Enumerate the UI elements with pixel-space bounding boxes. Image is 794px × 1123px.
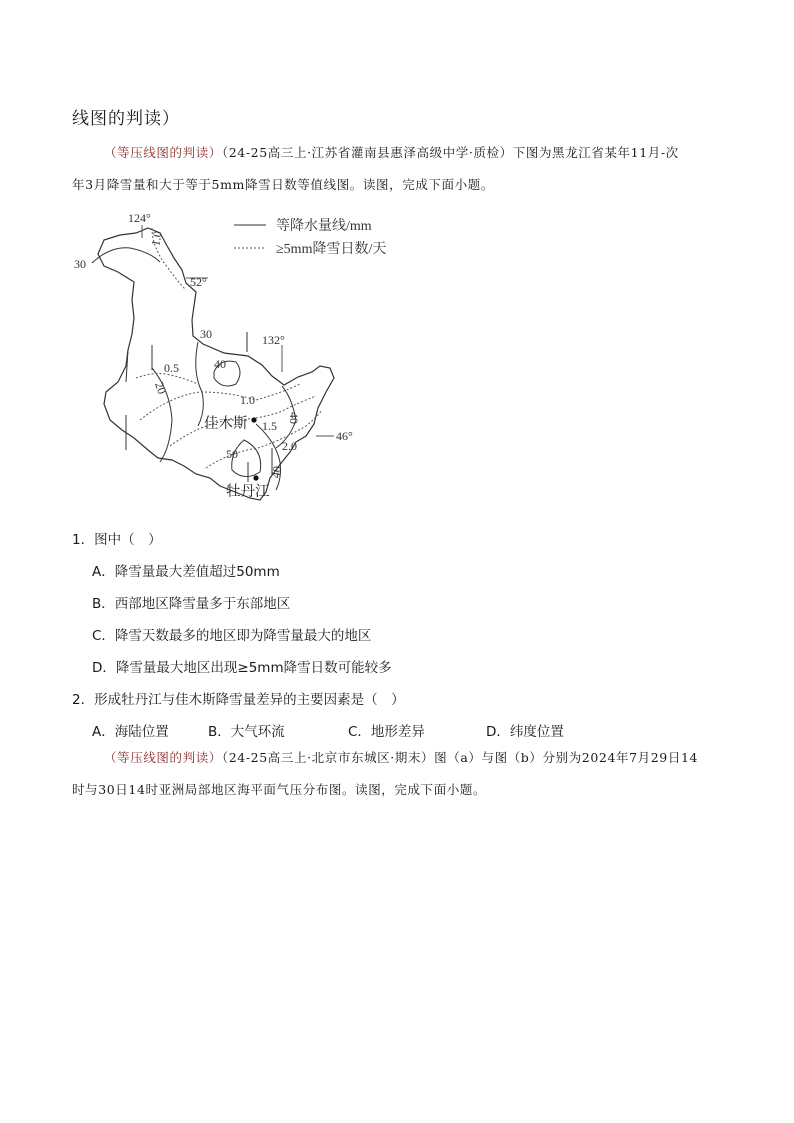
q2-option-c: C．地形差异	[348, 724, 425, 740]
iso-40-east-label: 40	[287, 412, 301, 424]
topic-tag-2: （等压线图的判读）	[104, 750, 222, 765]
intro-text-line-1: （24-25高三上·江苏省灌南县惠泽高级中学·质检）下图为黑龙江省某年11月-次	[221, 145, 679, 160]
days-2-0-label: 2.0	[282, 439, 297, 453]
intro-text-line-2: 年3月降雪量和大于等于5mm降雪日数等值线图。读图，完成下面小题。	[72, 177, 494, 192]
q1-option-a: A．降雪量最大差值超过50mm	[92, 564, 280, 580]
lon-132-label: 132°	[262, 333, 285, 347]
days-0-5-label: 0.5	[164, 361, 179, 375]
q1-option-b: B．西部地区降雪量多于东部地区	[92, 596, 291, 612]
days-1-5-label: 1.5	[262, 419, 277, 433]
iso-40-south-label: 40	[268, 464, 285, 480]
isoline-30-nw	[92, 248, 160, 263]
q1-option-d: D．降雪量最大地区出现≥5mm降雪日数可能较多	[92, 660, 392, 676]
intro2-text-line-2: 时与30日14时亚洲局部地区海平面气压分布图。读图，完成下面小题。	[72, 782, 487, 797]
intro-paragraph-1	[104, 147, 679, 160]
lon-124-label: 124°	[128, 211, 151, 225]
days-1-0-label: 1.0	[240, 393, 255, 407]
lat-52-label: 52°	[190, 275, 207, 289]
question-1-stem: 1．图中（ ）	[72, 532, 162, 548]
q2-option-a: A．海陆位置	[92, 724, 169, 740]
q1-option-c: C．降雪天数最多的地区即为降雪量最大的地区	[92, 628, 372, 644]
question-2-stem: 2．形成牡丹江与佳木斯降雪量差异的主要因素是（ ）	[72, 692, 405, 708]
iso-40-center-label: 40	[214, 357, 226, 371]
isoline-30-mid	[196, 342, 204, 426]
heilongjiang-snowfall-map	[60, 205, 440, 515]
city-jiamusi-label: 佳木斯	[204, 416, 248, 432]
iso-30-nw-label: 30	[74, 257, 86, 271]
intro2-text-line-1: （24-25高三上·北京市东城区·期末）图（a）与图（b）分别为2024年7月29日14	[221, 750, 699, 765]
q2-option-d: D．纬度位置	[486, 724, 564, 740]
mudanjiang-dot	[253, 475, 258, 480]
legend-solid-label: 等降水量线/mm	[276, 219, 372, 234]
iso-50-label: 50	[226, 447, 238, 461]
section-heading: 线图的判读）	[72, 109, 180, 129]
days-1-0-top-label: 1.0	[148, 229, 165, 248]
city-mudanjiang-label: 牡丹江	[226, 484, 270, 500]
q2-option-b: B．大气环流	[208, 724, 285, 740]
jiamusi-dot	[251, 417, 256, 422]
legend-dashed-label: ≥5mm降雪日数/天	[276, 242, 387, 257]
topic-tag: （等压线图的判读）	[104, 145, 222, 160]
iso-30-mid-label: 30	[200, 327, 212, 341]
intro-paragraph-2	[104, 752, 698, 765]
lat-46-label: 46°	[336, 429, 353, 443]
iso-20-label: 20	[152, 379, 170, 396]
